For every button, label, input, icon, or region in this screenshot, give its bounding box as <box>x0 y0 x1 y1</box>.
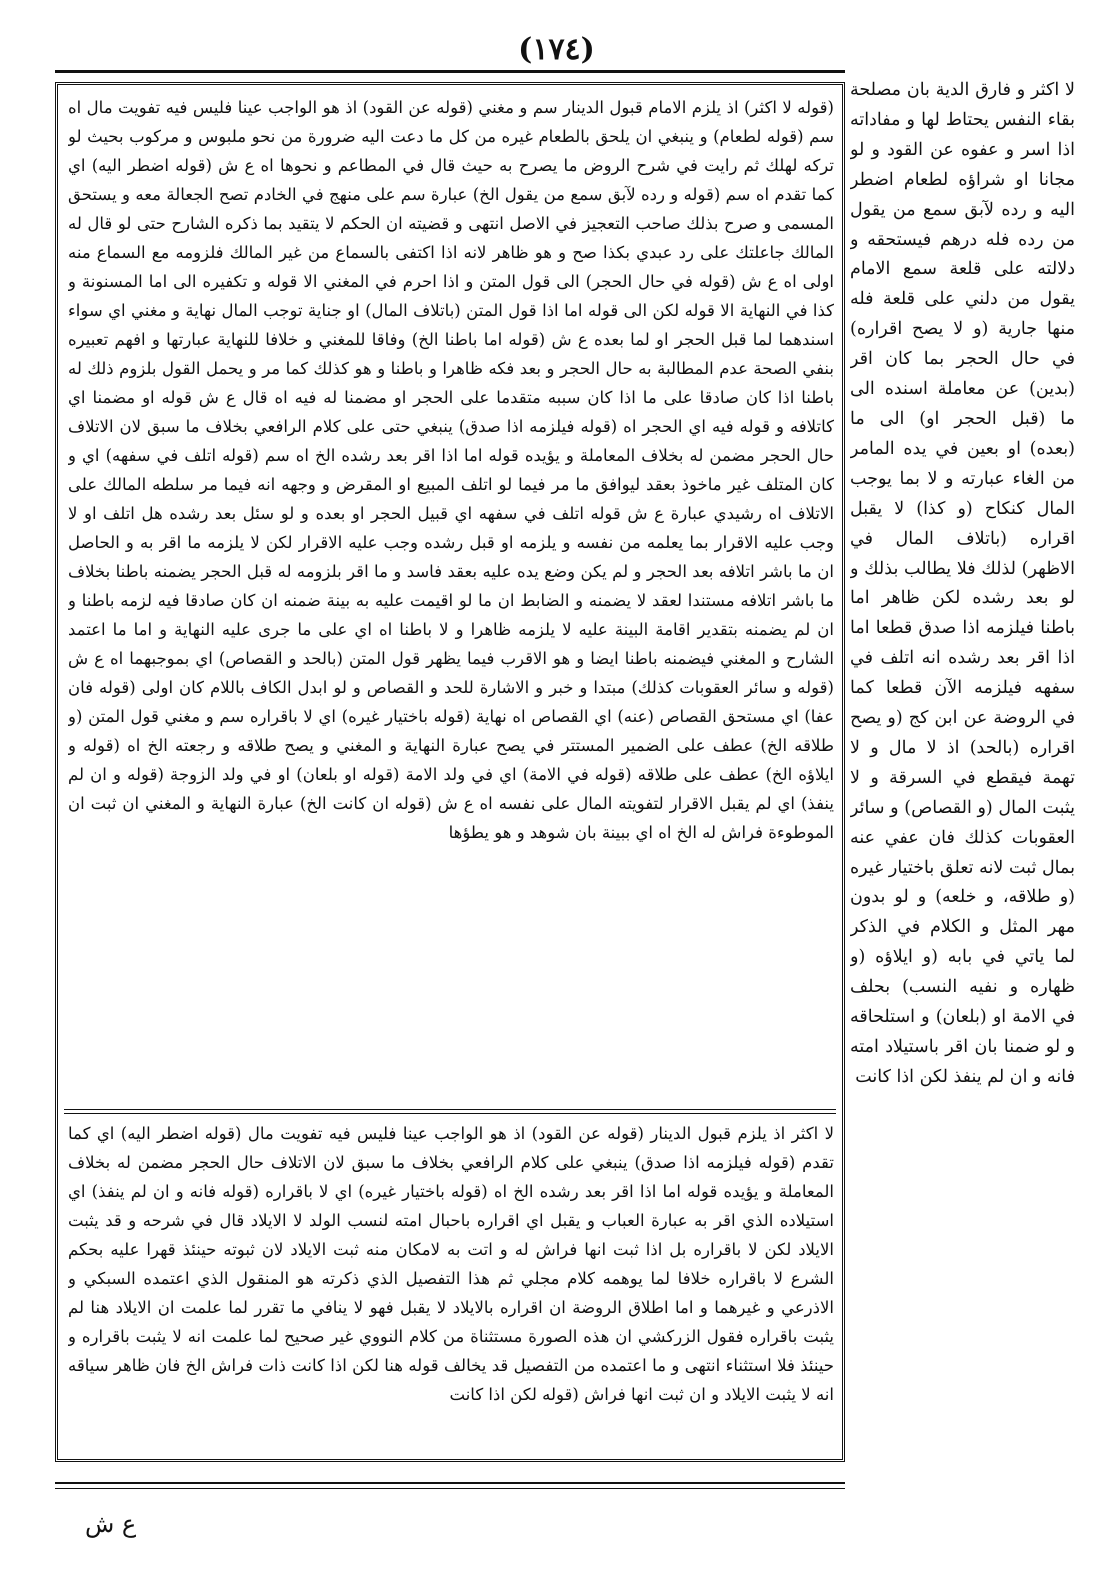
bottom-rule <box>55 1482 845 1489</box>
page-frame <box>55 70 1085 1470</box>
lower-commentary-text: لا اكثر اذ يلزم قبول الدينار (قوله عن القود) اذ هو الواجب عينا فليس فيه تفويت مال (قوله اضطر اليه) اي كما تقدم (قوله فيلزمه اذا صدق) ينبغي على كلام الرافعي بخلاف ما سبق لان الاتلاف حال الحجر مضمن له بخلاف المعاملة و يؤيده قوله اما اذا اقر بعد رشده الخ اه (قوله باختيار غيره) اي لا باقراره (قوله فانه و ان لم ينفذ) اي استيلاده الذي اقر به عبارة العباب و يقبل اي اقراره باحبال امته لنسب الولد لا الايلاد قال في شرحه و قد يثبت الايلاد لكن لا باقراره بل اذا ثبت انها فراش له و اتت به لامكان منه ثبت الايلاد لان ثبوته حينئذ قهرا عليه بحكم الشرع لا باقراره خلافا لما يوهمه كلام مجلي ثم هذا التفصيل الذي ذكرته هو المنقول الذي اعتمده السبكي و الاذرعي و غيرهما و اما اطلاق الروضة ان اقراره بالايلاد لا يقبل فهو لا ينافي ما تقرر لما علمت ان الايلاد هنا لم يثبت باقراره فقول الزركشي ان هذه الصورة مستثناة من كلام النووي غير صحيح لما علمت انه لا يثبت باقراره و حينئذ فلا استثناء انتهى و ما اعتمده من التفصيل قد يخالف قوله هنا لكن اذا كانت ذات فراش الخ فان ظاهر سياقه انه لا يثبت الايلاد و ان ثبت انها فراش (قوله لكن اذا كانت <box>68 1124 834 1404</box>
footer-mark: ع ش <box>85 1510 137 1538</box>
main-commentary <box>68 93 834 1103</box>
margin-text: لا اكثر و فارق الدية بان مصلحة بقاء النفس يحتاط لها و مفاداته اذا اسر و عفوه عن القود و لو مجانا او شراؤه لطعام اضطر اليه و رده لآبق سمع من يقول من رده فله درهم فيستحقه و دلالته على قلعة سمع الامام يقول من دلني على قلعة فله منها جارية (و لا يصح اقراره) في حال الحجر بما كان اقر (بدين) عن معاملة اسنده الى ما (قبل الحجر او) الى ما (بعده) او بعين في يده المامر من الغاء عبارته و لا بما يوجب المال كنكاح (و كذا) لا يقبل اقراره (باتلاف المال في الاظهر) لذلك فلا يطالب بذلك و لو بعد رشده لكن ظاهر اما باطنا فيلزمه اذا صدق قطعا اما اذا اقر بعد رشده انه اتلف في سفهه فيلزمه الآن قطعا كما في الروضة عن ابن كج (و يصح اقراره (بالحد) اذ لا مال و لا تهمة فيقطع في السرقة و لا يثبت المال (و القصاص) و سائر العقوبات كذلك فان عفي عنه بمال ثبت لانه تعلق باختيار غيره (و طلاقه، و خلعه) و لو بدون مهر المثل و الكلام في الذكر لما ياتي في بابه (و ايلاؤه (و ظهاره و نفيه النسب) بحلف في الامة او (بلعان) و استلحاقه و لو ضمنا بان اقر باستيلاد امته فانه و ان لم ينفذ لكن اذا كانت <box>850 80 1075 1087</box>
main-commentary-box <box>55 82 845 1462</box>
section-divider <box>64 1109 836 1114</box>
top-rule <box>55 70 845 73</box>
page-number: (١٧٤) <box>518 32 595 67</box>
lower-commentary <box>68 1119 834 1454</box>
margin-text-column <box>850 76 1075 1466</box>
main-commentary-text: (قوله لا اكثر) اذ يلزم الامام قبول الدينار سم و مغني (قوله عن القود) اذ هو الواجب عينا فليس فيه تفويت مال اه سم (قوله لطعام) و ينبغي ان يلحق بالطعام غيره من كل ما دعت اليه ضرورة من نحو ملبوس و مركوب بحيث لو تركه لهلك ثم رايت في شرح الروض ما يصرح به حيث قال في المطاعم و نحوها اه ع ش (قوله اضطر اليه) اي كما تقدم اه سم (قوله و رده لآبق سمع من يقول الخ) عبارة سم على منهج في الخادم تصح الجعالة معه و يستحق المسمى و صرح بذلك صاحب التعجيز في الاصل انتهى و قضيته ان الحكم لا يتقيد بما ذكره الشارح حتى لو قال له المالك جاعلتك على رد عبدي بكذا صح و هو ظاهر لانه اذا اكتفى بالسماع من غير المالك فلزومه مع السماع منه اولى اه ع ش (قوله في حال الحجر) الى قول المتن و اذا احرم في المغني الا قوله و تكفيره الى اما المسنونة و كذا في النهاية الا قوله لكن الى قوله اما اذا قول المتن (باتلاف المال) او جناية توجب المال نهاية و مغني اي سواء اسندهما لما قبل الحجر او لما بعده ع ش (قوله اما باطنا الخ) وفاقا للمغني و خلافا للنهاية عبارتها و افهم تعبيره بنفي الصحة عدم المطالبة به حال الحجر و بعد فكه ظاهرا و باطنا و هو كذلك كما مر و يحمل القول بلزوم ذلك له باطنا اذا كان صادقا على ما اذا كان سببه متقدما على الحجر او مضمنا له فيه اه قال ع ش قوله او مضمنا اي كاتلافه و قوله فيه اي الحجر اه (قوله فيلزمه اذا صدق) ينبغي حتى على كلام الرافعي بخلاف ما سبق لان الاتلاف حال الحجر مضمن له بخلاف المعاملة و يؤيده قوله اما اذا اقر بعد رشده الخ اه سم (قوله اتلف في سفهه) اي و كان المتلف غير ماخوذ بعقد ليوافق ما مر فيما لو اتلف المبيع او المقرض و وجهه انه فيما مر سلطه المالك على الاتلاف اه رشيدي عبارة ع ش قوله اتلف في سفهه اي قبيل الحجر او بعده و لو سئل بعد رشده هل اتلف او لا وجب عليه الاقرار بما يعلمه من نفسه و يلزمه او قبل رشده وجب عليه الاقرار لكن لا يلزمه ما اقر به و الحاصل ان ما باشر اتلافه بعد الحجر و لم يكن وضع يده عليه بعقد فاسد و ما اقر بلزومه له قبل الحجر يضمنه باطنا بخلاف ما باشر اتلافه مستندا لعقد لا يضمنه و الضابط ان ما لو اقيمت عليه به بينة ضمنه ان كان صادقا فيه لزمه باطنا و ان لم يضمنه بتقدير اقامة البينة عليه لا يلزمه ظاهرا و لا باطنا اه اي على ما جرى عليه النهاية و اما ما اعتمد الشارح و المغني فيضمنه باطنا ايضا و هو الاقرب فيما يظهر قول المتن (بالحد و القصاص) اي بموجبهما اه ع ش (قوله و سائر العقوبات كذلك) مبتدا و خبر و الاشارة للحد و القصاص و لو ابدل الكاف باللام كان اولى (قوله فان عفا) اي مستحق القصاص (عنه) اي القصاص اه نهاية (قوله باختيار غيره) اي لا باقراره سم و مغني قول المتن (و طلاقه الخ) عطف على الضمير المستتر في يصح عبارة النهاية و المغني و يصح طلاقه و رجعته الخ اه (قوله و ايلاؤه الخ) عطف على طلاقه (قوله في الامة) اي في ولد الامة (قوله او بلعان) او في ولد الزوجة (قوله و ان لم ينفذ) اي لم يقبل الاقرار لتفويته المال على نفسه اه ع ش (قوله ان كانت الخ) عبارة النهاية و المغني ان ثبت ان الموطوءة فراش له الخ اه اي ببينة بان شوهد و هو يطؤها <box>68 98 834 842</box>
